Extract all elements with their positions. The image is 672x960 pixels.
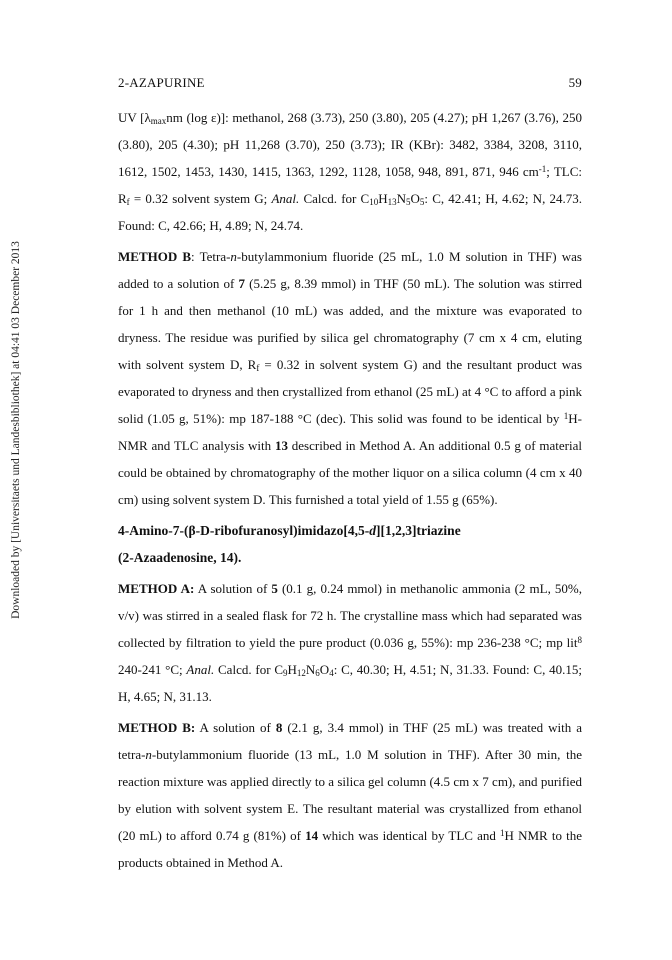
method-b-label-2: METHOD B: (118, 720, 196, 735)
method-a-label: METHOD A: (118, 581, 195, 596)
method-a-paragraph: METHOD A: A solution of 5 (0.1 g, 0.24 mmol) in methanolic ammonia (2 mL, 50%, v/v) was stirred in a sealed flask for 72 h. The crystalline mass which had separated was collected by filtration to yield the pure product (0.036 g, 55%): mp 236-238 °C; mp lit$^8$ 240-241 °C; Anal. Calcd. for $C_9H_{12}N_6O_4$: C, 40.30; H, 4.51; N, 31.33. Found: C, 40.15; H, 4.65; N, 31.13. (118, 581, 582, 704)
running-header (118, 75, 582, 91)
download-watermark (4, 150, 28, 710)
method-b-label: METHOD B (118, 249, 192, 264)
uv-ir-data-paragraph: UV [$\lambda_{max}nm$ (log ε)]: methanol, 268 (3.73), 250 (3.80), 205 (4.27); pH 1,267 (3.76), 250 (3.80), 205 (4.30); pH 11,268 (3.70), 250 (3.73); IR (KBr): 3482, 3384, 3208, 3110, 1612, 1502, 1453, 1430, 1415, 1363, 1292, 1128, 1058, 948, 891, 871, 946 $cm^{-1}$; TLC: $R_f = 0.32$ solvent system G; Anal. Calcd. for $C_{10}H_{13}N_5O_5$: C, 42.41; H, 4.62; N, 24.73. Found: C, 42.66; H, 4.89; N, 24.74. (118, 110, 582, 233)
page-body (118, 104, 582, 876)
compound-heading-subtitle: (2-Azaadenosine, 14). (118, 550, 242, 565)
method-b-paragraph-1: METHOD B: Tetra-n-butylammonium fluoride (25 mL, 1.0 M solution in THF) was added to a solution of 7 (5.25 g, 8.39 mmol) in THF (50 mL). The solution was stirred for 1 h and then methanol (10 mL) was added, and the mixture was evaporated to dryness. The residue was purified by silica gel chromatography (7 cm x 4 cm, eluting with solvent system D, $R_f = 0.32$ in solvent system G) and the resultant product was evaporated to dryness and then crystallized from ethanol (25 mL) at 4 °C to afford a pink solid (1.05 g, 51%): mp 187-188 °C (dec). This solid was found to be identical by $^1$H-NMR and TLC analysis with 13 described in Method A. An additional 0.5 g of material could be obtained by chromatography of the mother liquor on a silica column (4 cm x 40 cm) using solvent system D. This furnished a total yield of 1.55 g (65%). (118, 249, 583, 507)
method-b-paragraph-2: METHOD B: A solution of 8 (2.1 g, 3.4 mmol) in THF (25 mL) was treated with a tetra-n-butylammonium fluoride (13 mL, 1.0 M solution in THF). After 30 min, the reaction mixture was applied directly to a silica gel column (4.5 cm x 7 cm), and purified by elution with solvent system E. The resultant material was crystallized from ethanol (20 mL) to afford 0.74 g (81%) of 14 which was identical by TLC and $^1$H NMR to the products obtained in Method A. (118, 720, 583, 870)
page-number: 59 (568, 75, 582, 90)
running-title: 2-AZAPURINE (118, 75, 205, 90)
download-note: Downloaded by [Universitaets und Landesbibliothek] at 04:41 03 December 2013 (10, 241, 22, 619)
compound-heading: 4-Amino-7-(β-D-ribofuranosyl)imidazo[4,5-d][1,2,3]triazine (118, 523, 461, 538)
